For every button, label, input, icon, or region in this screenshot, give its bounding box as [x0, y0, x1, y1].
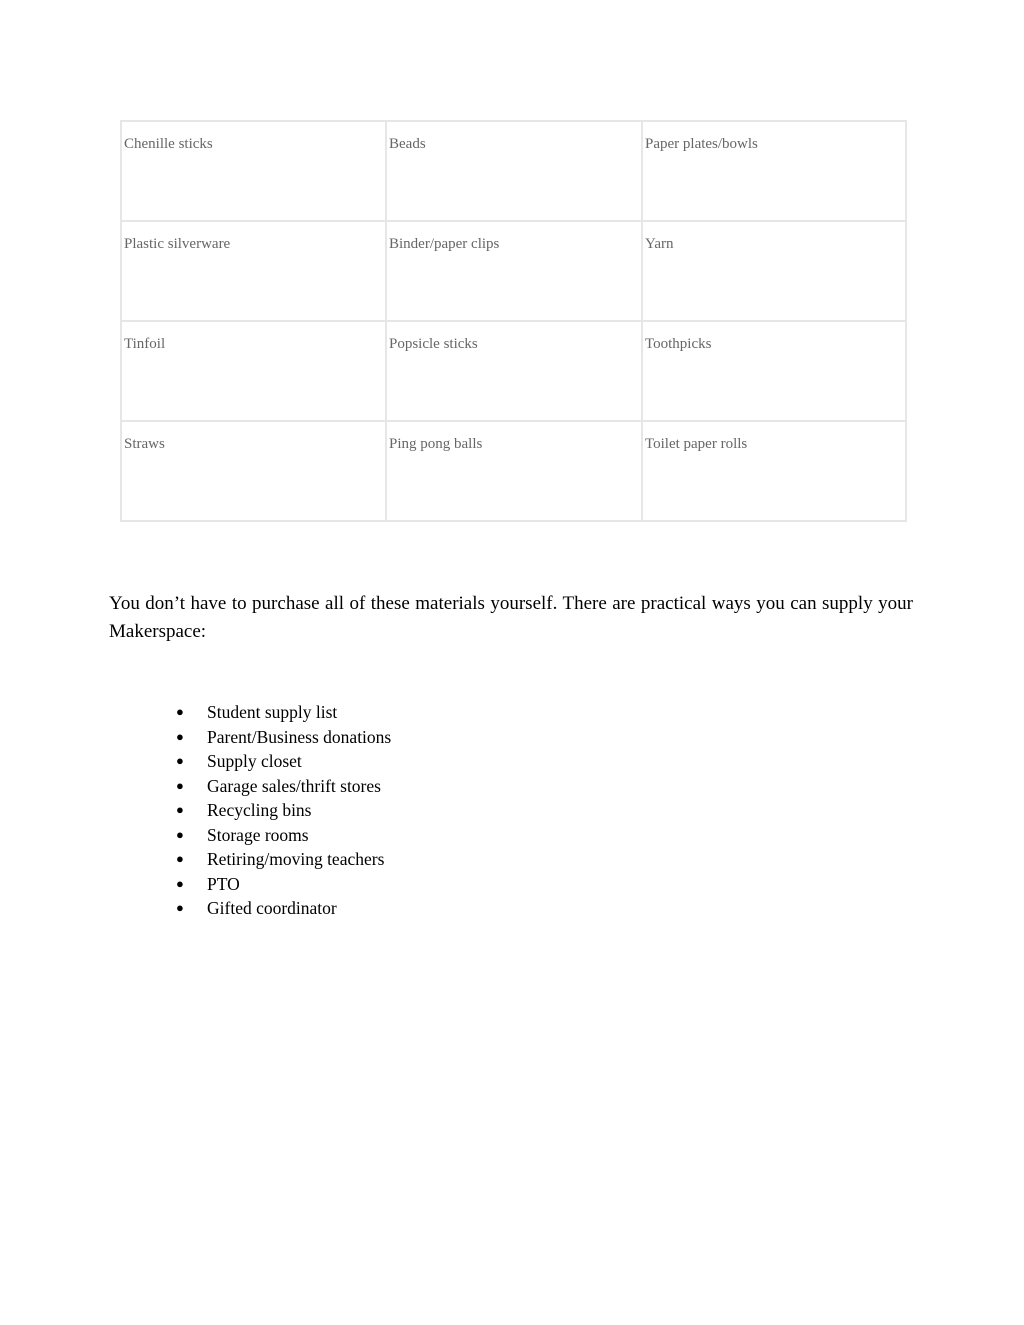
list-item-label: Garage sales/thrift stores — [207, 775, 381, 796]
list-item — [170, 872, 391, 897]
list-item — [170, 823, 391, 848]
list-item-label: PTO — [207, 873, 240, 894]
list-item — [170, 847, 391, 872]
materials-table — [120, 120, 907, 522]
table-row — [121, 321, 906, 421]
table-cell: Paper plates/bowls — [642, 121, 906, 221]
table-row — [121, 221, 906, 321]
list-item — [170, 774, 391, 799]
list-item-label: Storage rooms — [207, 824, 309, 845]
table-cell: Toothpicks — [642, 321, 906, 421]
bullet-icon: ● — [176, 875, 184, 891]
table-cell: Plastic silverware — [121, 221, 386, 321]
table-cell: Popsicle sticks — [386, 321, 642, 421]
bullet-icon: ● — [176, 826, 184, 842]
bullet-icon: ● — [176, 802, 184, 817]
bullet-icon: ● — [176, 728, 184, 744]
table-cell: Chenille sticks — [121, 121, 386, 221]
table-cell: Tinfoil — [121, 321, 386, 421]
list-item — [170, 798, 391, 823]
list-item — [170, 749, 391, 774]
table-row — [121, 421, 906, 521]
list-item-label: Gifted coordinator — [207, 898, 337, 918]
bullet-icon: ● — [176, 851, 184, 866]
bullet-icon: ● — [176, 900, 184, 915]
list-item — [170, 700, 391, 725]
bullet-icon: ● — [176, 777, 184, 793]
supply-sources-list — [170, 700, 391, 921]
list-item-label: Student supply list — [207, 702, 338, 722]
table-cell: Beads — [386, 121, 642, 221]
intro-paragraph: You don’t have to purchase all of these materials yourself. There are practical ways you can supply your Makerspace: — [109, 593, 913, 642]
table-cell: Straws — [121, 421, 386, 521]
list-item-label: Supply closet — [207, 751, 302, 771]
table-cell: Yarn — [642, 221, 906, 321]
list-item — [170, 725, 391, 750]
list-item-label: Retiring/moving teachers — [207, 849, 385, 869]
bullet-icon: ● — [176, 704, 184, 719]
list-item — [170, 896, 391, 921]
table-cell: Ping pong balls — [386, 421, 642, 521]
bullet-icon: ● — [176, 753, 184, 768]
table-cell: Toilet paper rolls — [642, 421, 906, 521]
table-cell: Binder/paper clips — [386, 221, 642, 321]
table-row — [121, 121, 906, 221]
list-item-label: Recycling bins — [207, 800, 312, 820]
list-item-label: Parent/Business donations — [207, 726, 392, 747]
